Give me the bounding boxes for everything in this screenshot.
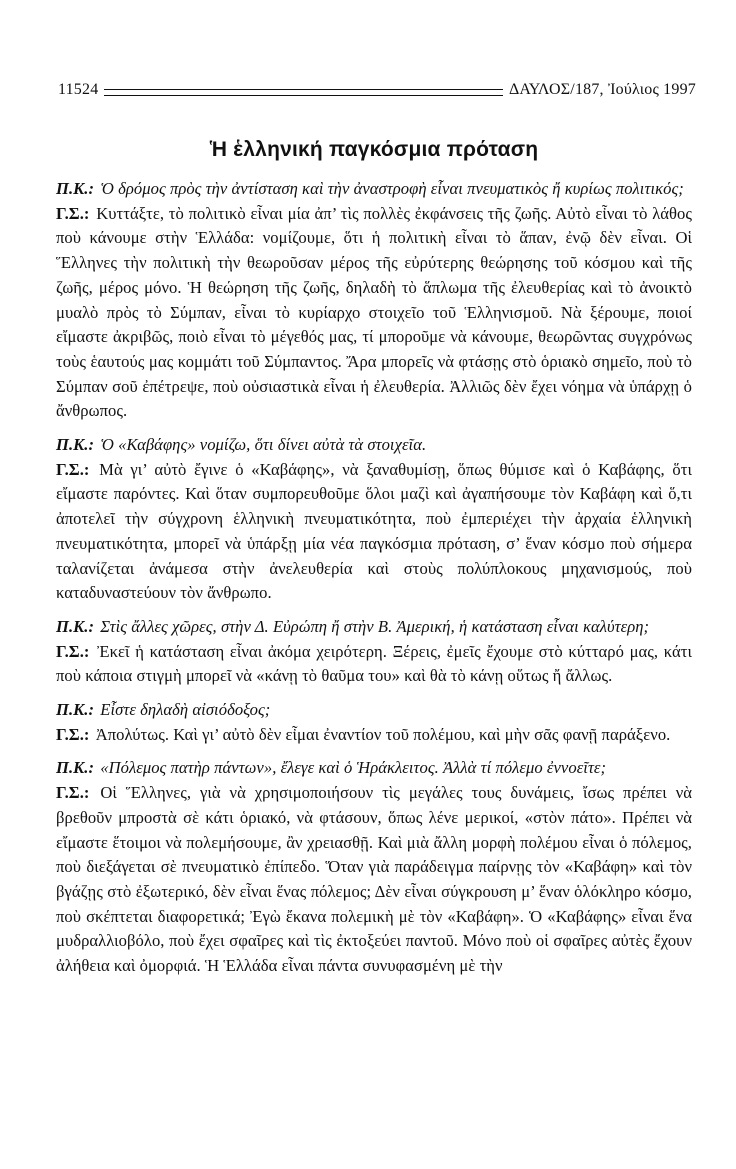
interviewee-label: Γ.Σ.: [56,783,90,803]
interview-answer [56,202,692,424]
interviewer-label: Π.Κ.: [56,179,95,198]
interviewer-label: Π.Κ.: [56,758,95,778]
interviewer-label: Π.Κ.: [56,616,95,636]
interview-answer [56,640,692,689]
answer-text: Κυττάξτε, τὸ πολιτικὸ εἶναι μία ἀπ’ τὶς πολλὲς ἐκφάνσεις τῆς ζωῆς. Αὐτὸ εἶναι τὸ λάθος ποὺ κάνουμε στὴν Ἑλλάδα: νομίζουμε, ὅτι ἡ πολιτικὴ εἶναι τὸ ἅπαν, ἐνῷ δὲν εἶναι. Οἱ Ἕλληνες τὴν πολιτικὴ τὴν θεωροῦσαν μέρος τῆς εὐρύτερης θεώρησης τοῦ κόσμου καὶ τῆς ζωῆς, μέρος μόνο. Ἡ θεώρηση τῆς ζωῆς, δηλαδὴ τὸ ἅπλωμα τῆς ἐλευθερίας καὶ τὸ ἀνοικτὸ μυαλὸ πρὸς τὸ Σύμπαν, εἶναι τὸ κυρίαρχο στοιχεῖο τοῦ Ἑλληνισμοῦ. Νὰ ξέρουμε, ποιοί εἴμαστε ἀκριβῶς, ποιὸ εἶναι τὸ μέγεθός μας, τί μποροῦμε νὰ κάνουμε, θεωρῶντας συγχρόνως τοὺς ἑαυτούς μας κομμάτι τοῦ Σύμπαντος. Ἄρα μπορεῖς νὰ φτάσῃς στὸ ὁριακὸ σημεῖο, ποὺ τὸ Σύμπαν σοῦ ἐπέτρεψε, ποὺ οὐσιαστικὰ εἶναι ἡ ἐλευθερία. Ἀλλιῶς δὲν ἔχει νόημα νὰ ὑπάρχῃ ὁ ἄνθρωπος. [56,203,692,421]
page-number: 11524 [58,81,99,98]
question-text: Ὁ δρόμος πρὸς τὴν ἀντίσταση καὶ τὴν ἀναστροφὴ εἶναι πνευματικὸς ἤ κυρίως πολιτικός; [100,179,684,198]
header-rule [104,89,503,96]
answer-text: Ἐκεῖ ἡ κατάσταση εἶναι ἀκόμα χειρότερη. Ξέρεις, ἐμεῖς ἔχουμε στὸ κύτταρό μας, κάτι ποὺ κάποια στιγμὴ μπορεῖ νὰ «κάνῃ τὸ θαῦμα του» καὶ θὰ τὸ κάνῃ οὕτως ἤ ἄλλως. [56,641,692,686]
question-text: «Πόλεμος πατὴρ πάντων», ἔλεγε καὶ ὁ Ἡράκλειτος. Ἀλλὰ τί πόλεμο ἐννοεῖτε; [100,758,607,778]
journal-issue: ΔΑΥΛΟΣ/187, Ἰούλιος 1997 [508,81,696,98]
interview-answer [56,723,692,748]
interview-question [56,698,692,723]
interviewee-label: Γ.Σ.: [56,724,90,744]
interviewee-label: Γ.Σ.: [56,459,90,479]
interview-question [56,756,692,781]
question-text: Ὁ «Καβάφης» νομίζω, ὅτι δίνει αὐτὰ τὰ στοιχεῖα. [100,435,427,455]
interviewee-label: Γ.Σ.: [56,203,90,223]
interviewer-label: Π.Κ.: [56,700,95,720]
answer-text: Ἀπολύτως. Καὶ γι’ αὐτὸ δὲν εἶμαι ἐναντίον τοῦ πολέμου, καὶ μὴν σᾶς φανῇ παράξενο. [95,724,671,744]
interviewer-label: Π.Κ.: [56,435,95,455]
question-text: Στὶς ἄλλες χῶρες, στὴν Δ. Εὐρώπη ἤ στὴν Β. Ἀμερική, ἡ κατάσταση εἶναι καλύτερη; [100,616,650,636]
answer-text: Οἱ Ἕλληνες, γιὰ νὰ χρησιμοποιήσουν τὶς μεγάλες τους δυνάμεις, ἴσως πρέπει νὰ βρεθοῦν μπροστὰ σὲ κάτι ὁριακό, νὰ φτάσουν, ὅπως λένε μερικοί, «στὸν πάτο». Πρέπει νὰ εἴμαστε ἕτοιμοι νὰ πολεμήσουμε, ἂν χρειασθῇ. Καὶ μιὰ ἄλλη μορφὴ πολέμου εἶναι ὁ πόλεμος, ποὺ διεξάγεται σὲ πνευματικὸ ἐπίπεδο. Ὅταν γιὰ παράδειγμα παίρνῃς τὸν «Καβάφη» καὶ τὸν βγάζῃς στὸ ἐξωτερικό, δὲν εἶναι ἕνας πόλεμος; Δὲν εἶναι σύγκρουση μ’ ἕναν ὁλόκληρο κόσμο, ποὺ σκέπτεται διαφορετικά; Ἐγὼ ἔκανα πολεμικὴ μὲ τὸν «Καβάφη». Ὁ «Καβάφης» εἶναι ἕνα μυδραλλιοβόλο, ποὺ ἔχει σφαῖρες καὶ τὶς ἐκτοξεύει παντοῦ. Μόνο ποὺ οἱ σφαῖρες αὐτὲς ἔχουν ἀλήθεια καὶ ὀμορφιά. Ἡ Ἑλλάδα εἶναι πάντα συνυφασμένη μὲ τὴν [56,783,692,976]
interview-answer [56,458,692,606]
interviewee-label: Γ.Σ.: [56,641,90,661]
answer-text: Μὰ γι’ αὐτὸ ἔγινε ὁ «Καβάφης», νὰ ξαναθυμίσῃ, ὅπως θύμισε καὶ ὁ Καβάφης, ὅτι εἴμαστε παρόντες. Καὶ ὅταν συμπορευθοῦμε ὅλοι μαζὶ καὶ ἀγαπήσουμε τὸν Καβάφη καὶ ὅ,τι ἀποτελεῖ τὴν σύγχρονη ἑλληνικὴ πνευματικότητα, ποὺ ἐμπεριέχει τὴν ἀρχαία ἑλληνικὴ πνευματικότητα, μπορεῖ νὰ ὑπάρξῃ μία νέα παγκόσμια πρόταση, σ’ ἕναν κόσμο ποὺ σήμερα ταλανίζεται ἀνάμεσα στὴν ἀνελευθερία καὶ στοὺς πολύπλοκους μηχανισμούς, ποὺ καταδυναστεύουν τὸν ἄνθρωπο. [56,459,692,603]
interview-question [56,177,692,202]
interview-question [56,433,692,458]
article-title: Ἡ ἑλληνική παγκόσμια πρόταση [209,138,539,161]
question-text: Εἶστε δηλαδὴ αἰσιόδοξος; [100,700,271,720]
running-header [58,78,696,102]
interview-article [56,138,692,988]
interview-answer [56,781,692,979]
interview-question [56,615,692,640]
